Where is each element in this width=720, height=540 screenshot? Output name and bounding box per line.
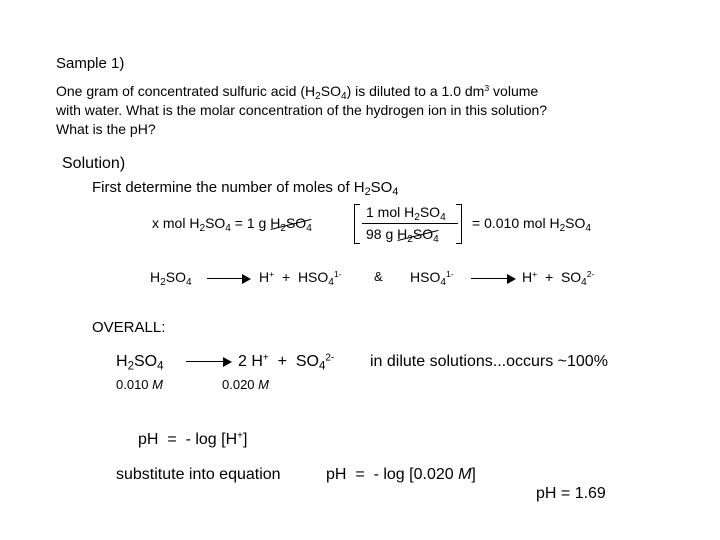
overall-label: OVERALL: [92,319,166,336]
solution-label: Solution) [62,155,126,172]
fraction-bracket-left [354,204,360,244]
reaction-arrow-2 [471,278,514,279]
sample-title: Sample 1) [56,55,125,72]
dissociation-products-1: $H^+ + HSO_4^{1-}$ [259,269,342,289]
fraction-bracket-right [456,204,462,244]
overall-arrow [186,361,230,362]
dissociation-products-2: $H^+ + SO_4^{2-}$ [522,269,595,289]
crossed-mass-unit: $H_2SO_4$ [270,215,312,235]
conversion-numerator: 1 mol $H_2SO_4$ [366,204,446,224]
ph-substituted: pH = - log [0.020 M] [326,466,476,483]
product-concentration: 0.020 M [222,377,269,392]
dissociation-reactant-1: $H_2SO_4$ [150,269,192,289]
overall-reactant: $H_2SO_4$ [116,353,164,373]
first-determine-text: First determine the number of moles of $H_2SO_4$ [92,179,399,199]
problem-line-2: with water. What is the molar concentration of the hydrogen ion in this solution? [56,102,548,118]
crossed-denominator-unit: $H_2SO_4$ [397,226,439,246]
problem-line-3: What is the pH? [56,121,156,137]
reactant-concentration: 0.010 M [116,377,163,392]
conversion-lhs: x mol $H_2SO_4 = 1$ g $H_2SO_4$ [152,215,312,235]
ph-formula: pH = - log [H+] [138,430,248,448]
overall-products: 2 $H^+ + SO_4^{2-}$ [238,352,335,373]
ph-answer: pH = 1.69 [536,485,606,502]
conversion-result: = 0.010 mol $H_2SO_4$ [472,215,592,235]
overall-note: in dilute solutions...occurs ~100% [370,353,608,370]
dissociation-reactant-2: $HSO_4^{1-}$ [410,269,454,289]
reaction-arrow-1 [207,278,249,279]
fraction-line [362,223,458,224]
problem-line-1: One gram of concentrated sulfuric acid $(H_2SO_4)$ is diluted to a 1.0 $dm^3$ volume [56,83,539,103]
conversion-denominator: 98 g $H_2SO_4$ [366,226,439,246]
ampersand: & [374,269,383,284]
substitute-text: substitute into equation [116,466,281,483]
